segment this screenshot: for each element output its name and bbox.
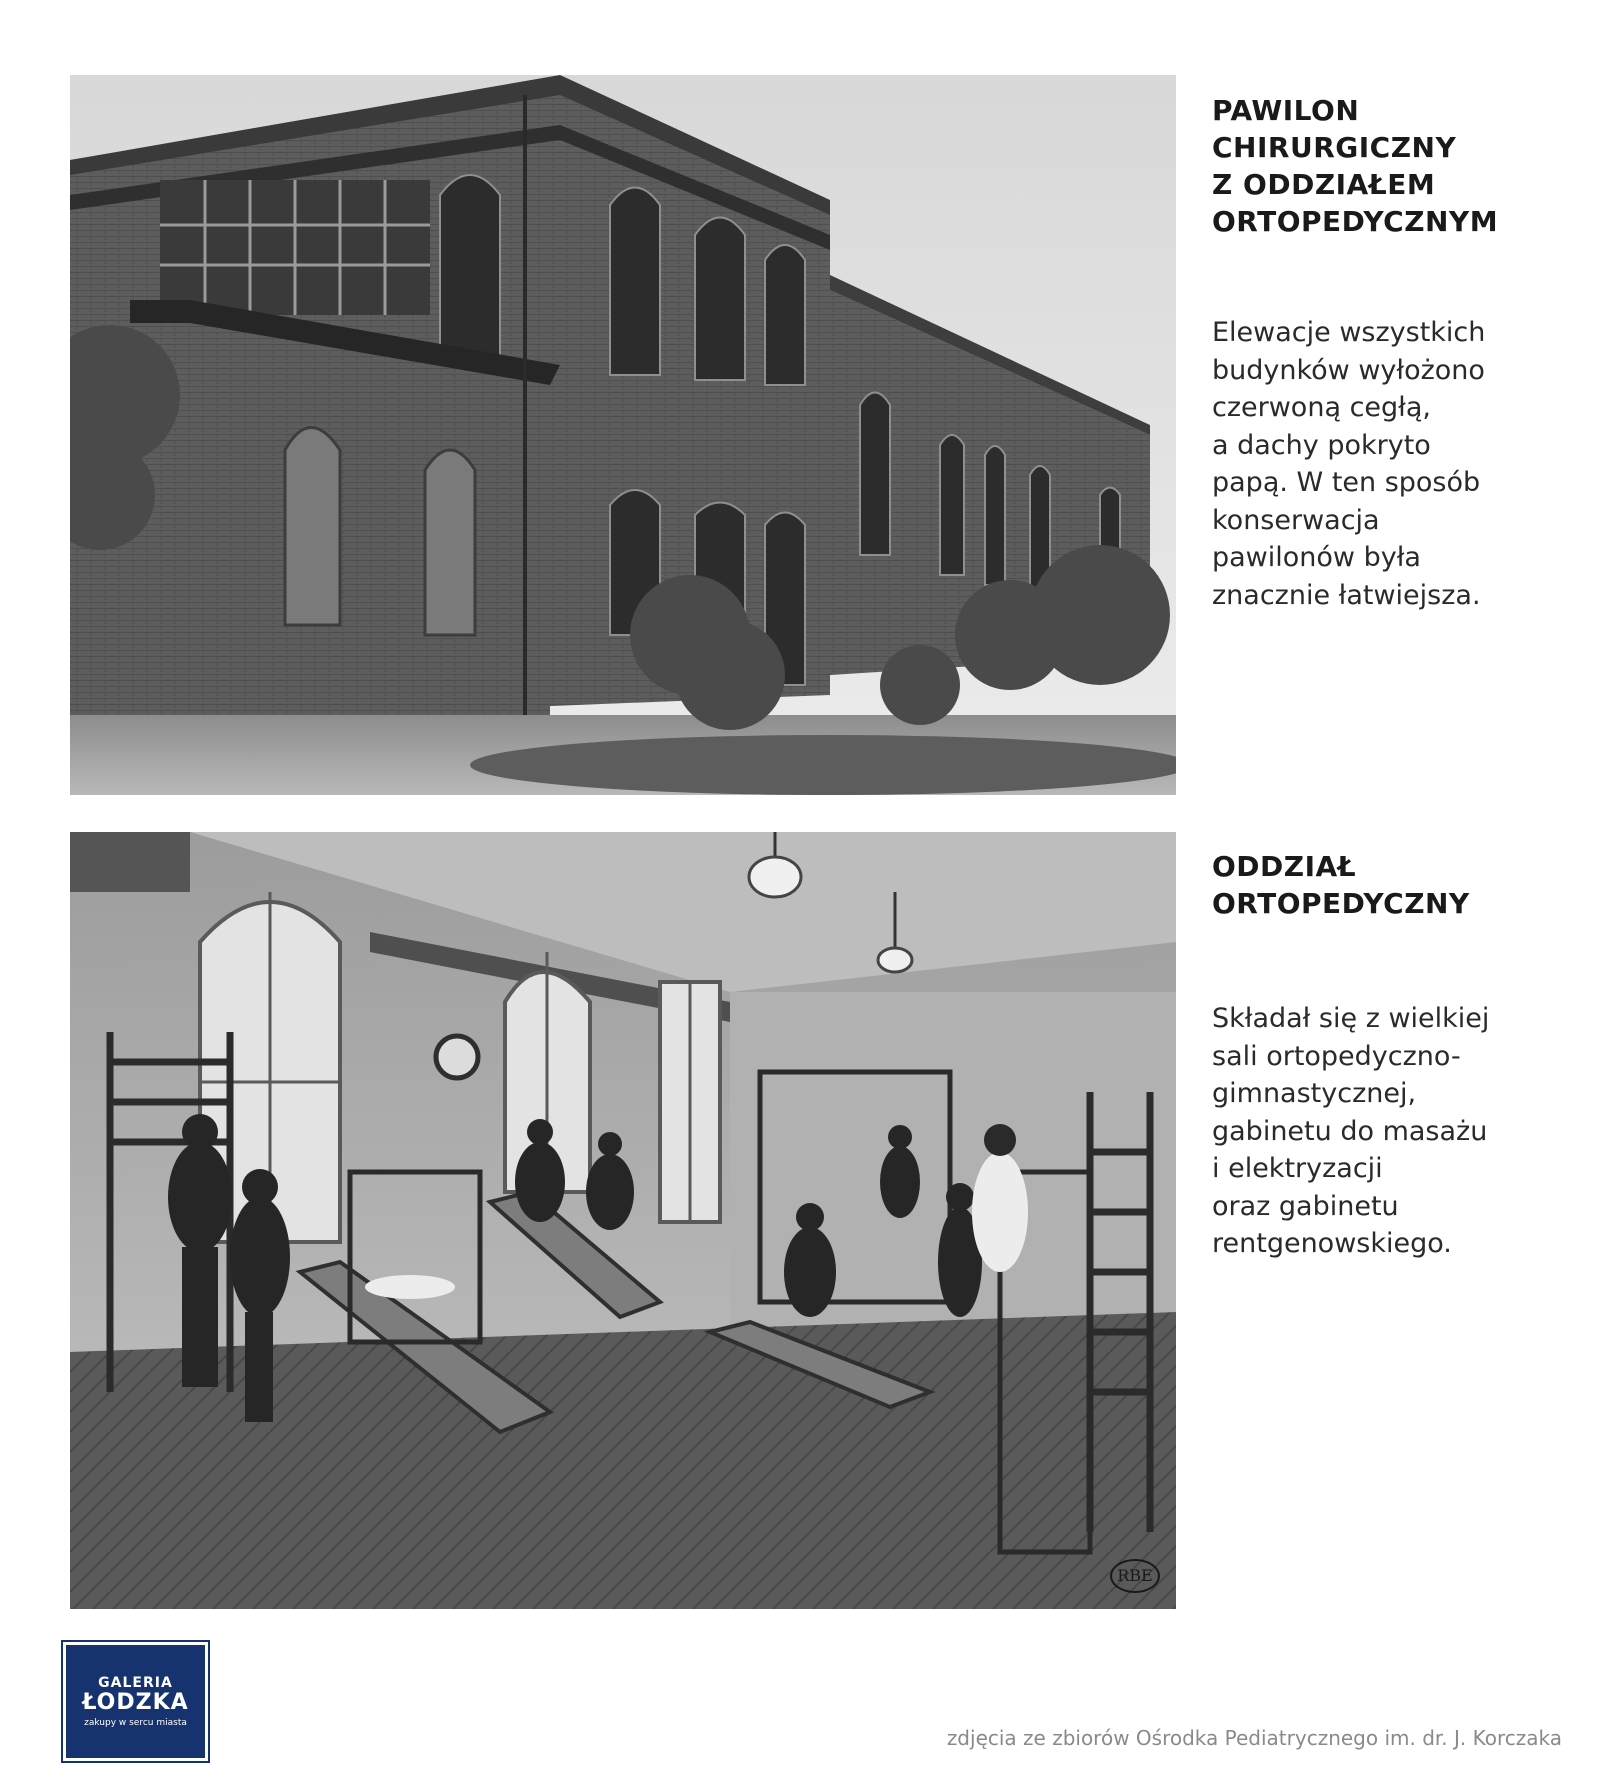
body-line: gimnastycznej, [1212,1078,1417,1109]
body-line: czerwoną cegłą, [1212,392,1431,423]
title-line: Z ODDZIAŁEM [1212,168,1436,201]
orthopedic-ward-photo [70,832,1176,1609]
body-line: Elewacje wszystkich [1212,317,1486,348]
body-line: Składał się z wielkiej [1212,1003,1490,1034]
surgical-pavilion-photo [70,75,1176,795]
body-line: pawilonów była [1212,542,1421,573]
body-line: sali ortopedyczno- [1212,1040,1461,1072]
body-line: znacznie łatwiejsza. [1212,579,1481,611]
galeria-lodzka-logo [63,1642,208,1761]
photographer-mark: RBE [1110,1559,1160,1593]
logo-line-lodzka: ŁODZKA [82,1689,189,1715]
body-line: rentgenowskiego. [1212,1228,1452,1259]
body-line: oraz gabinetu [1212,1190,1399,1222]
logo-tagline: zakupy w sercu miasta [84,1717,187,1728]
title-line: ODDZIAŁ [1212,850,1357,883]
title-line: PAWILON [1212,94,1360,127]
body-line: a dachy pokryto [1212,429,1431,461]
orthopedic-ward-caption [1212,848,1582,1263]
title-line: CHIRURGICZNY [1212,131,1457,164]
body-line: gabinetu do masażu [1212,1115,1488,1147]
surgical-pavilion-description [1212,314,1582,614]
photo-credit: zdjęcia ze zbiorów Ośrodka Pediatrycznego im. dr. J. Korczaka [946,1726,1562,1750]
logo-line-galeria: GALERIA [98,1674,173,1691]
orthopedic-ward-title [1212,848,1582,922]
body-line: konserwacja [1212,504,1380,536]
surgical-pavilion-caption [1212,92,1582,614]
body-line: papą. W ten sposób [1212,467,1481,498]
orthopedic-ward-description [1212,1000,1582,1263]
title-line: ORTOPEDYCZNY [1212,887,1470,920]
body-line: budynków wyłożono [1212,354,1485,386]
surgical-pavilion-title [1212,92,1582,240]
title-line: ORTOPEDYCZNYM [1212,205,1499,238]
body-line: i elektryzacji [1212,1153,1383,1184]
